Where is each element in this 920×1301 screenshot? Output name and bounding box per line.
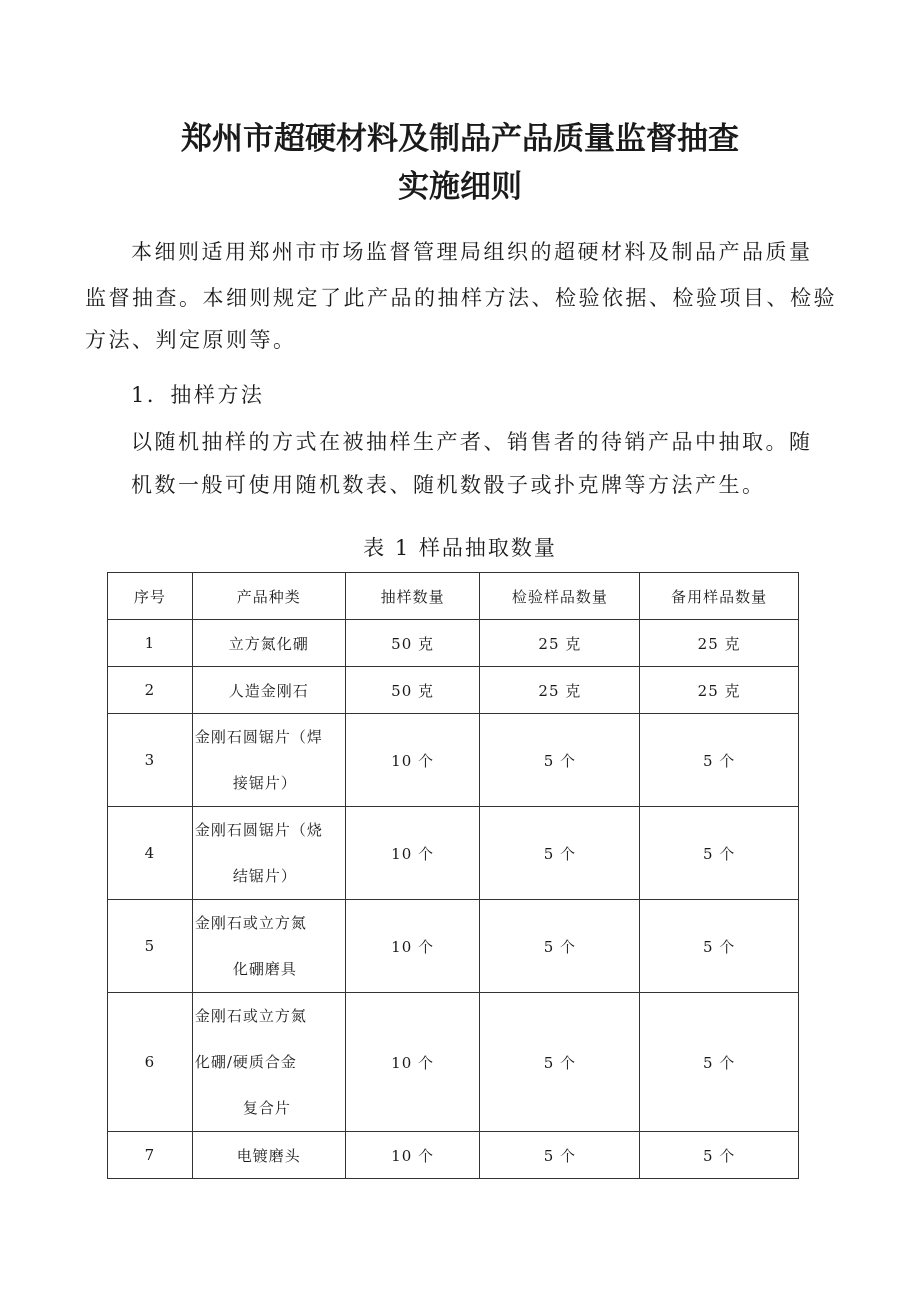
section-line1: 以随机抽样的方式在被抽样生产者、销售者的待销产品中抽取。随 [131, 430, 813, 454]
table-cell: 5 个 [640, 1132, 799, 1179]
table-header-row [108, 573, 799, 620]
table-cell: 5 个 [480, 900, 640, 993]
table-cell: 10 个 [345, 807, 480, 900]
table-row [108, 900, 799, 993]
header-cell: 检验样品数量 [480, 573, 640, 620]
table-cell: 5 [108, 900, 193, 993]
table-row [108, 714, 799, 807]
product-name-line: 复合片 [242, 1099, 291, 1117]
table-cell: 10 个 [345, 1132, 480, 1179]
sample-quantity-table [107, 572, 799, 1179]
table-cell: 5 个 [640, 993, 799, 1132]
product-name-line: 金刚石或立方氮 [194, 914, 307, 932]
table-cell: 5 个 [480, 993, 640, 1132]
table-cell: 10 个 [345, 993, 480, 1132]
table-cell: 25 克 [480, 667, 640, 714]
product-name-line: 电镀磨头 [236, 1146, 301, 1165]
product-name-line: 金刚石圆锯片（焊 [194, 728, 323, 746]
product-name-line: 金刚石或立方氮 [194, 1007, 307, 1025]
table-cell: 7 [108, 1132, 193, 1179]
product-name-line: 结锯片） [232, 867, 297, 885]
table-cell: 25 克 [640, 667, 799, 714]
header-cell: 备用样品数量 [640, 573, 799, 620]
section-heading: 1．抽样方法 [131, 383, 265, 407]
table-row [108, 667, 799, 714]
product-name-line: 立方氮化硼 [228, 634, 309, 653]
table-cell: 50 克 [345, 667, 480, 714]
table-cell: 10 个 [345, 900, 480, 993]
product-name-line: 金刚石圆锯片（烧 [194, 821, 323, 839]
table-cell: 5 个 [640, 714, 799, 807]
table-cell [192, 714, 345, 807]
table-cell: 10 个 [345, 714, 480, 807]
table-cell [192, 620, 345, 667]
header-cell: 产品种类 [192, 573, 345, 620]
table-row [108, 1132, 799, 1179]
table-cell: 5 个 [480, 1132, 640, 1179]
product-name-line: 化硼磨具 [232, 960, 297, 978]
product-name-line: 接锯片） [232, 774, 297, 792]
table-cell: 25 克 [480, 620, 640, 667]
table-cell: 2 [108, 667, 193, 714]
table-cell [192, 667, 345, 714]
product-name-line: 人造金刚石 [228, 681, 309, 700]
table-cell: 25 克 [640, 620, 799, 667]
table-cell: 5 个 [480, 807, 640, 900]
table-cell: 5 个 [640, 900, 799, 993]
table-cell: 4 [108, 807, 193, 900]
document-title-line2: 实施细则 [398, 169, 522, 205]
table-cell: 5 个 [480, 714, 640, 807]
product-name-line: 化硼/硬质合金 [194, 1053, 297, 1071]
table-row [108, 620, 799, 667]
table-cell: 6 [108, 993, 193, 1132]
section-line2: 机数一般可使用随机数表、随机数骰子或扑克牌等方法产生。 [131, 473, 766, 497]
table-row [108, 807, 799, 900]
header-cell: 序号 [108, 573, 193, 620]
table-cell: 1 [108, 620, 193, 667]
document-title-line1: 郑州市超硬材料及制品产品质量监督抽查 [181, 121, 739, 157]
table-cell: 50 克 [345, 620, 480, 667]
table-caption: 表 1 样品抽取数量 [363, 536, 557, 560]
header-cell: 抽样数量 [345, 573, 480, 620]
table-cell: 5 个 [640, 807, 799, 900]
table-cell [192, 807, 345, 900]
table-row [108, 993, 799, 1132]
table-cell [192, 993, 345, 1132]
intro-line2: 监督抽查。本细则规定了此产品的抽样方法、检验依据、检验项目、检验 [85, 286, 837, 310]
table-cell: 3 [108, 714, 193, 807]
table-cell [192, 900, 345, 993]
table-cell [192, 1132, 345, 1179]
intro-line1: 本细则适用郑州市市场监督管理局组织的超硬材料及制品产品质量 [131, 240, 813, 264]
intro-line3: 方法、判定原则等。 [85, 328, 297, 352]
